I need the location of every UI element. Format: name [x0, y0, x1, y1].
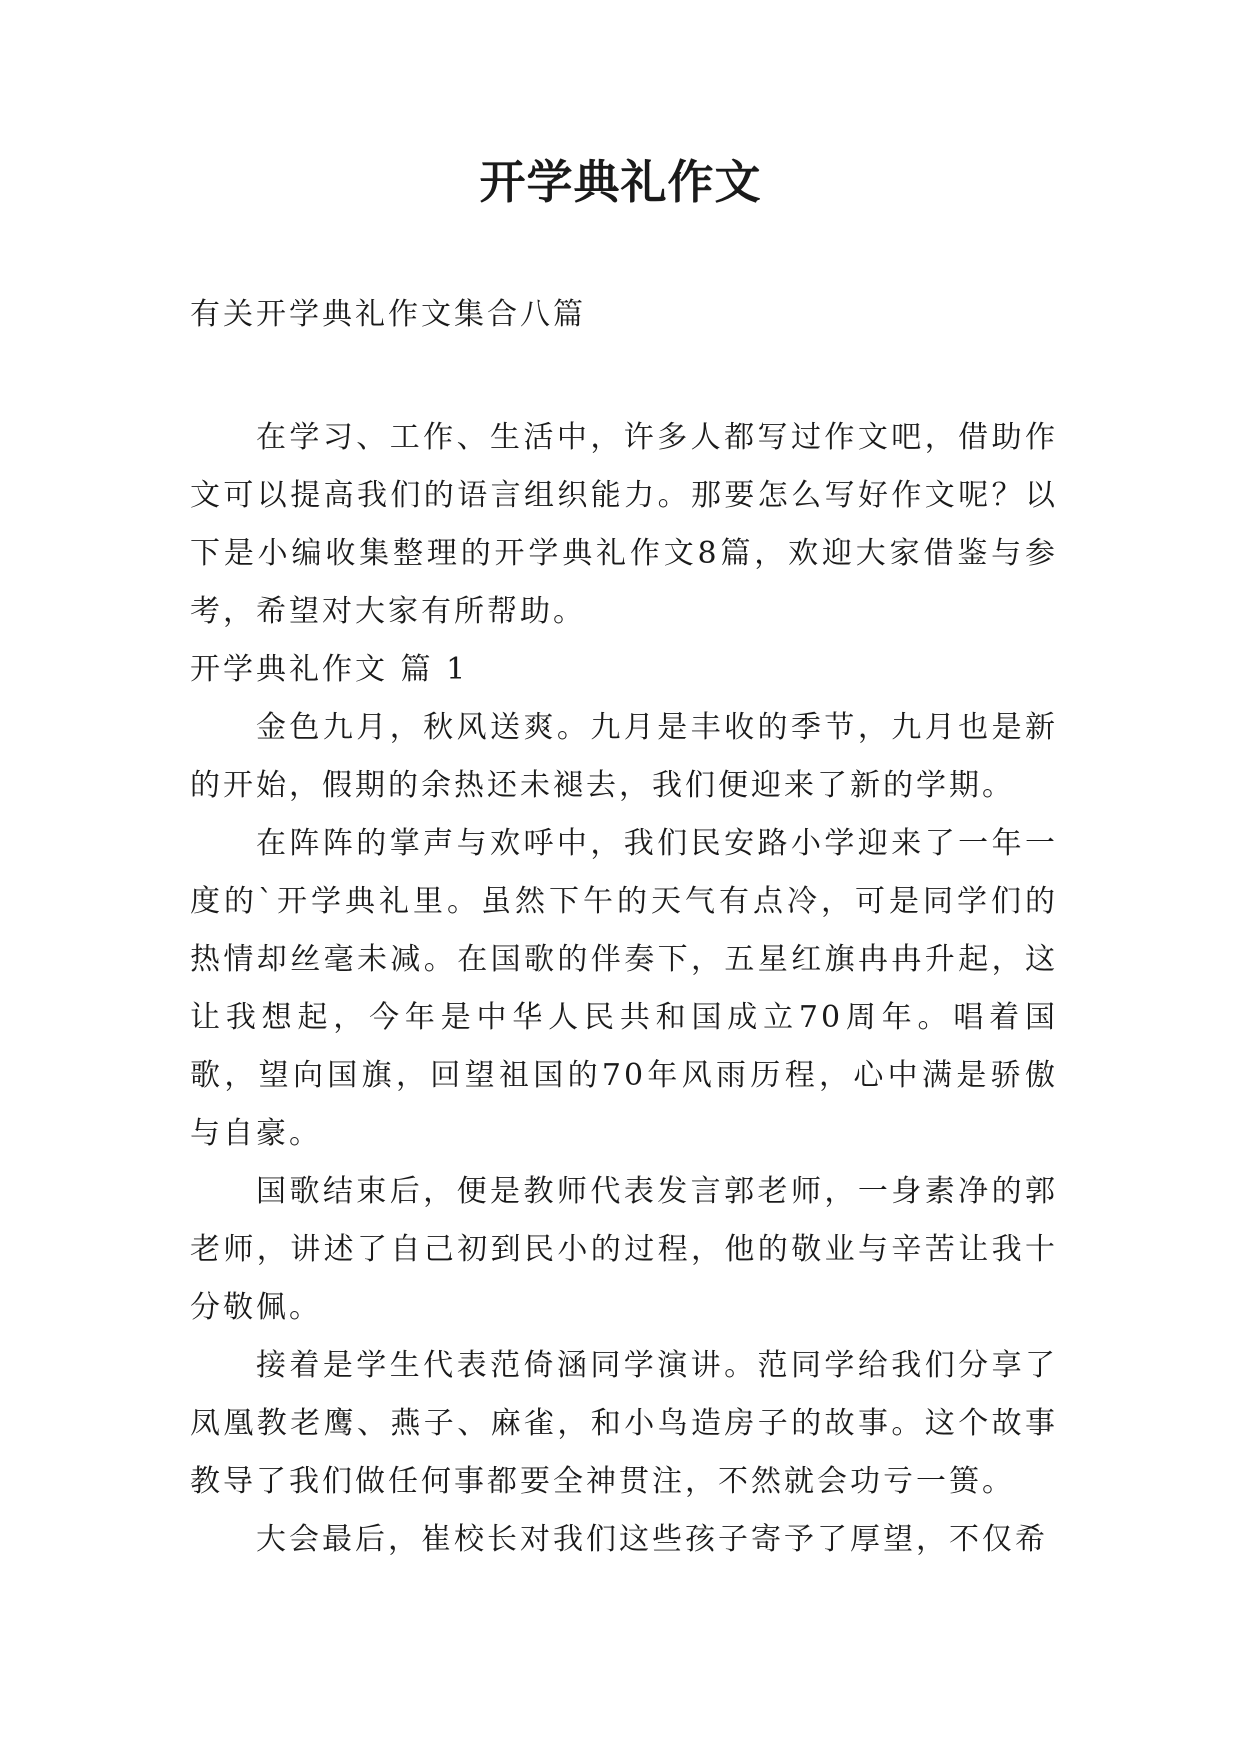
document-subtitle: 有关开学典礼作文集合八篇: [190, 297, 586, 332]
intro-paragraph: 在学习、工作、生活中，许多人都写过作文吧，借助作文可以提高我们的语言组织能力。那要怎么写好作文呢？以下是小编收集整理的开学典礼作文8篇，欢迎大家借鉴与参考，希望对大家有所帮助。: [190, 420, 1058, 629]
body-paragraph: 国歌结束后，便是教师代表发言郭老师，一身素净的郭老师，讲述了自己初到民小的过程，他的敬业与辛苦让我十分敬佩。: [190, 1174, 1058, 1325]
body-paragraph: 金色九月，秋风送爽。九月是丰收的季节，九月也是新的开始，假期的余热还未褪去，我们便迎来了新的学期。: [190, 710, 1058, 803]
section-heading: 开学典礼作文 篇 1: [190, 652, 469, 687]
body-paragraph: 大会最后，崔校长对我们这些孩子寄予了厚望，不仅希: [256, 1522, 1048, 1557]
body-paragraph: 接着是学生代表范倚涵同学演讲。范同学给我们分享了凤凰教老鹰、燕子、麻雀，和小鸟造房子的故事。这个故事教导了我们做任何事都要全神贯注，不然就会功亏一篑。: [190, 1348, 1058, 1499]
document-body: [190, 409, 1058, 1569]
document-title: 开学典礼作文: [479, 155, 762, 209]
body-paragraph: 在阵阵的掌声与欢呼中，我们民安路小学迎来了一年一度的`开学典礼里。虽然下午的天气有点冷，可是同学们的热情却丝毫未减。在国歌的伴奏下，五星红旗冉冉升起，这让我想起，今年是中华人民共和国成立70周年。唱着国歌，望向国旗，回望祖国的70年风雨历程，心中满是骄傲与自豪。: [190, 826, 1058, 1151]
